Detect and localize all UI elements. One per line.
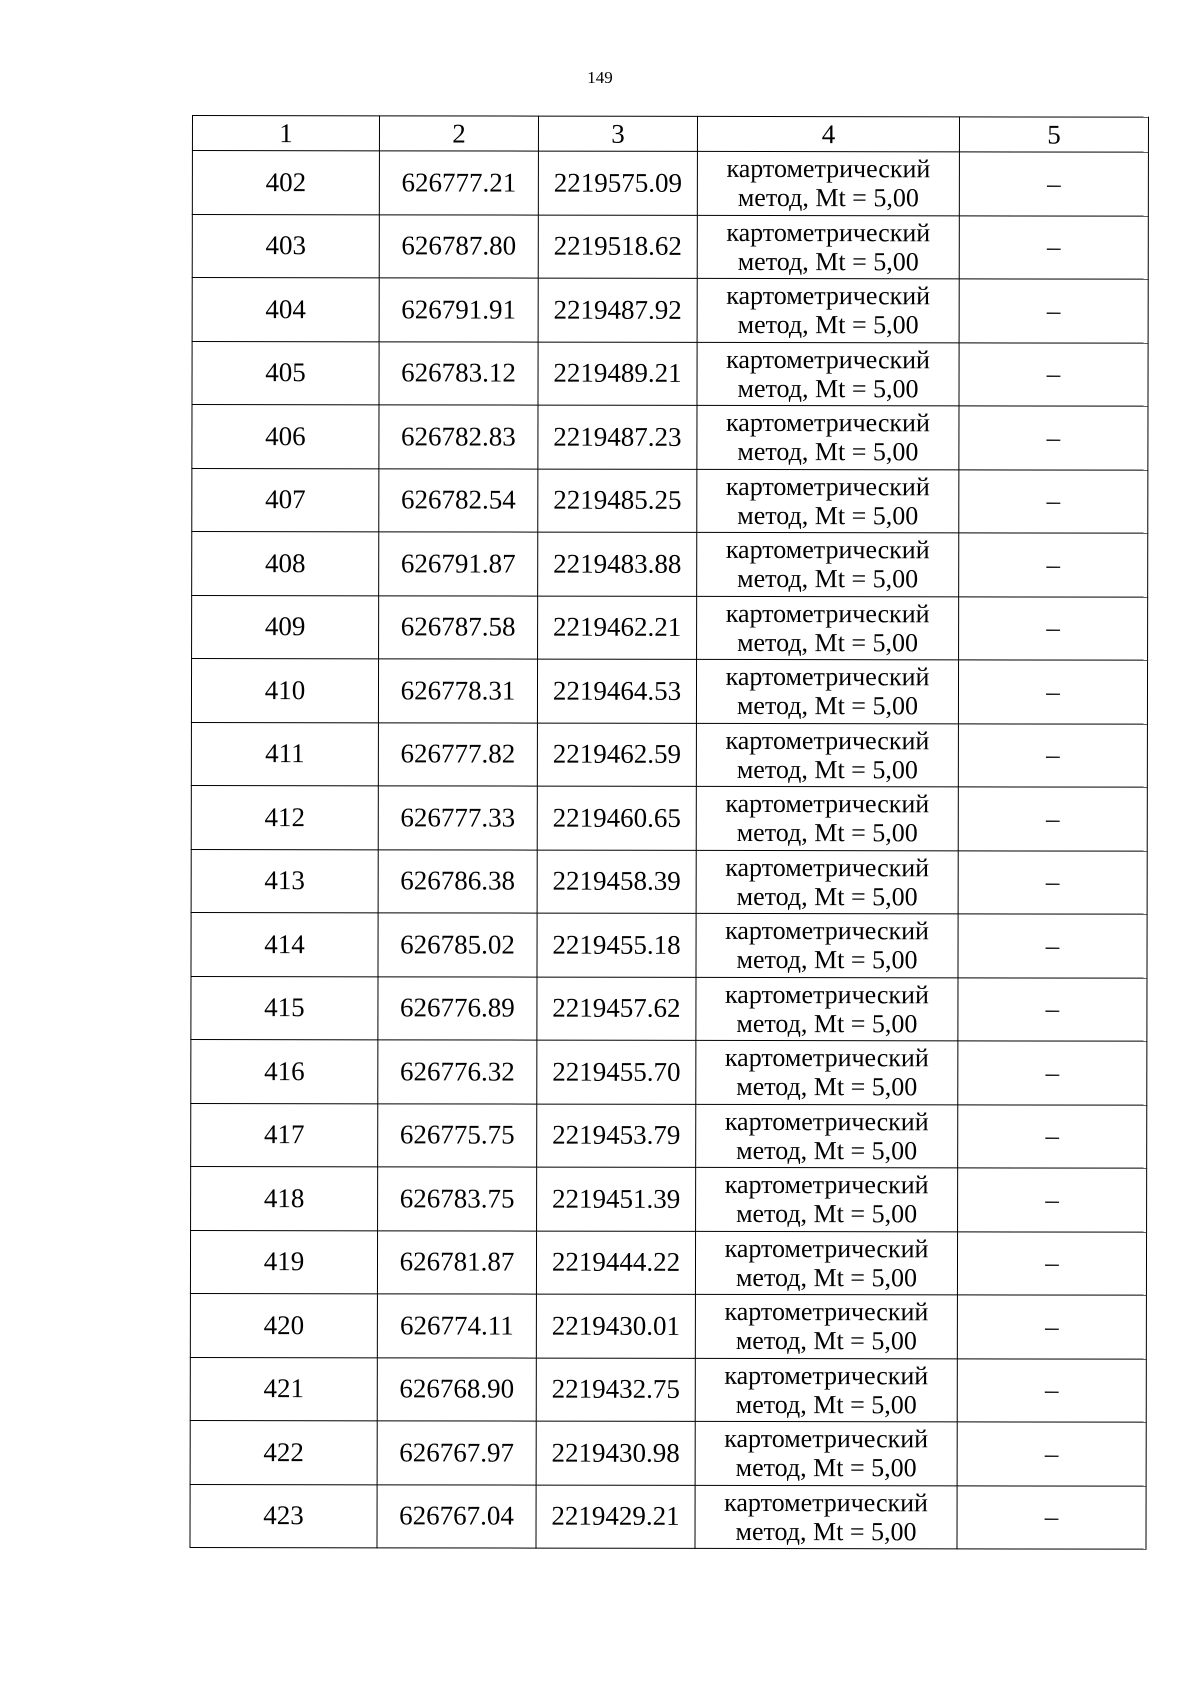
point-number-cell: 417 xyxy=(191,1103,378,1167)
x-coordinate-cell: 626776.89 xyxy=(378,976,537,1040)
table-row xyxy=(192,151,1148,216)
y-coordinate-cell: 2219487.23 xyxy=(538,405,697,469)
method-line-2: метод, Mt = 5,00 xyxy=(736,818,918,848)
method-cell xyxy=(697,405,959,469)
note-cell: – xyxy=(958,850,1147,914)
point-number-cell: 422 xyxy=(190,1420,377,1484)
method-line-2: метод, Mt = 5,00 xyxy=(736,1008,918,1039)
method-cell xyxy=(696,977,958,1041)
method-line-2: метод, Mt = 5,00 xyxy=(736,1072,918,1102)
method-line-2: метод, Mt = 5,00 xyxy=(736,881,918,912)
method-line-2: метод, Mt = 5,00 xyxy=(735,1326,917,1356)
note-cell: – xyxy=(959,469,1148,533)
method-line-2: метод, Mt = 5,00 xyxy=(736,1135,918,1166)
y-coordinate-cell: 2219429.21 xyxy=(536,1485,695,1549)
point-number-cell: 408 xyxy=(192,532,379,596)
y-coordinate-cell: 2219460.65 xyxy=(537,786,696,850)
method-line-1: картометрический xyxy=(726,344,931,375)
method-line-1: картометрический xyxy=(725,852,930,883)
method-line-2: метод, Mt = 5,00 xyxy=(735,1453,917,1483)
table-row xyxy=(192,341,1148,406)
x-coordinate-cell: 626767.97 xyxy=(377,1421,536,1485)
x-coordinate-cell: 626775.75 xyxy=(378,1103,537,1167)
method-line-2: метод, Mt = 5,00 xyxy=(737,437,919,467)
note-cell: – xyxy=(959,279,1148,343)
note-cell: – xyxy=(957,1485,1146,1549)
x-coordinate-cell: 626787.80 xyxy=(379,214,538,278)
y-coordinate-cell: 2219464.53 xyxy=(537,659,696,723)
y-coordinate-cell: 2219455.18 xyxy=(537,913,696,977)
column-header-3: 3 xyxy=(538,116,697,151)
method-line-1: картометрический xyxy=(725,916,930,946)
method-cell xyxy=(697,469,959,533)
table-header-row xyxy=(192,116,1148,153)
x-coordinate-cell: 626791.87 xyxy=(379,532,538,596)
table-row xyxy=(191,722,1147,787)
method-line-2: метод, Mt = 5,00 xyxy=(737,183,919,213)
method-cell xyxy=(696,1167,958,1231)
method-line-1: картометрический xyxy=(726,217,931,248)
note-cell: – xyxy=(957,1295,1146,1359)
x-coordinate-cell: 626781.87 xyxy=(377,1230,536,1294)
method-cell xyxy=(695,1294,957,1358)
y-coordinate-cell: 2219462.59 xyxy=(537,723,696,787)
method-line-1: картометрический xyxy=(724,1487,929,1518)
x-coordinate-cell: 626768.90 xyxy=(377,1357,536,1421)
note-cell: – xyxy=(959,533,1148,597)
table-row xyxy=(192,214,1148,279)
point-number-cell: 420 xyxy=(190,1293,377,1357)
y-coordinate-cell: 2219430.01 xyxy=(536,1294,695,1358)
method-line-2: метод, Mt = 5,00 xyxy=(735,1262,917,1293)
method-line-1: картометрический xyxy=(724,1233,929,1264)
note-cell: – xyxy=(958,1041,1147,1105)
column-header-4: 4 xyxy=(697,116,959,151)
method-cell xyxy=(697,151,959,215)
x-coordinate-cell: 626767.04 xyxy=(377,1484,536,1548)
table-row xyxy=(190,1357,1146,1422)
method-cell xyxy=(696,659,958,723)
method-line-1: картометрический xyxy=(725,598,930,629)
x-coordinate-cell: 626776.32 xyxy=(378,1040,537,1104)
point-number-cell: 406 xyxy=(192,405,379,469)
y-coordinate-cell: 2219444.22 xyxy=(536,1231,695,1295)
method-line-1: картометрический xyxy=(724,1106,929,1137)
method-line-2: метод, Mt = 5,00 xyxy=(736,754,918,785)
method-line-1: картометрический xyxy=(724,1297,929,1327)
note-cell: – xyxy=(959,406,1148,470)
point-number-cell: 409 xyxy=(192,595,379,659)
table-row xyxy=(191,785,1147,850)
method-cell xyxy=(697,596,959,660)
method-line-1: картометрический xyxy=(725,662,930,692)
table-row xyxy=(190,1230,1146,1295)
method-cell xyxy=(696,1040,958,1104)
x-coordinate-cell: 626783.12 xyxy=(379,341,538,405)
method-cell xyxy=(697,342,959,406)
column-header-2: 2 xyxy=(379,116,538,151)
method-line-2: метод, Mt = 5,00 xyxy=(736,691,918,721)
method-line-1: картометрический xyxy=(726,154,931,184)
point-number-cell: 402 xyxy=(192,151,379,215)
method-line-2: метод, Mt = 5,00 xyxy=(737,500,919,531)
x-coordinate-cell: 626783.75 xyxy=(378,1167,537,1231)
table-row xyxy=(192,532,1148,597)
method-cell xyxy=(696,850,958,914)
x-coordinate-cell: 626787.58 xyxy=(379,595,538,659)
point-number-cell: 404 xyxy=(192,278,379,342)
x-coordinate-cell: 626791.91 xyxy=(379,278,538,342)
y-coordinate-cell: 2219489.21 xyxy=(538,342,697,406)
note-cell: – xyxy=(958,977,1147,1041)
y-coordinate-cell: 2219453.79 xyxy=(537,1104,696,1168)
y-coordinate-cell: 2219458.39 xyxy=(537,850,696,914)
method-cell xyxy=(696,1104,958,1168)
method-line-1: картометрический xyxy=(726,408,930,438)
x-coordinate-cell: 626785.02 xyxy=(378,913,537,977)
x-coordinate-cell: 626778.31 xyxy=(378,659,537,723)
method-line-2: метод, Mt = 5,00 xyxy=(737,564,919,594)
method-line-1: картометрический xyxy=(724,1170,929,1200)
y-coordinate-cell: 2219432.75 xyxy=(536,1358,695,1422)
x-coordinate-cell: 626782.83 xyxy=(379,405,538,469)
x-coordinate-cell: 626786.38 xyxy=(378,849,537,913)
method-cell xyxy=(697,278,959,342)
point-number-cell: 411 xyxy=(191,722,378,786)
note-cell: – xyxy=(958,723,1147,787)
y-coordinate-cell: 2219483.88 xyxy=(538,532,697,596)
y-coordinate-cell: 2219455.70 xyxy=(537,1040,696,1104)
y-coordinate-cell: 2219451.39 xyxy=(537,1167,696,1231)
y-coordinate-cell: 2219485.25 xyxy=(538,469,697,533)
method-line-1: картометрический xyxy=(724,1424,929,1454)
point-number-cell: 418 xyxy=(191,1166,378,1230)
y-coordinate-cell: 2219462.21 xyxy=(538,596,697,660)
method-line-1: картометрический xyxy=(725,725,930,756)
table-row xyxy=(191,1103,1147,1168)
method-line-2: метод, Mt = 5,00 xyxy=(737,246,919,277)
point-number-cell: 414 xyxy=(191,912,378,976)
point-number-cell: 416 xyxy=(191,1039,378,1103)
method-line-1: картометрический xyxy=(726,281,931,311)
method-line-1: картометрический xyxy=(725,535,930,565)
table-row xyxy=(190,1293,1146,1358)
method-line-2: метод, Mt = 5,00 xyxy=(736,1199,918,1229)
coordinates-table xyxy=(189,115,1148,1550)
method-cell xyxy=(695,1231,957,1295)
table-row xyxy=(191,849,1147,914)
column-header-5: 5 xyxy=(959,117,1148,152)
table-row xyxy=(191,912,1147,977)
method-cell xyxy=(696,786,958,850)
method-line-2: метод, Mt = 5,00 xyxy=(735,1389,917,1420)
y-coordinate-cell: 2219457.62 xyxy=(537,977,696,1041)
point-number-cell: 410 xyxy=(191,659,378,723)
point-number-cell: 412 xyxy=(191,785,378,849)
point-number-cell: 415 xyxy=(191,976,378,1040)
point-number-cell: 421 xyxy=(190,1357,377,1421)
note-cell: – xyxy=(957,1358,1146,1422)
method-cell xyxy=(697,215,959,279)
page-number: 149 xyxy=(587,68,613,87)
method-line-2: метод, Mt = 5,00 xyxy=(737,627,919,658)
method-cell xyxy=(695,1358,957,1422)
note-cell: – xyxy=(959,215,1148,279)
table-row xyxy=(191,659,1147,724)
x-coordinate-cell: 626782.54 xyxy=(379,468,538,532)
note-cell: – xyxy=(959,152,1148,216)
method-line-2: метод, Mt = 5,00 xyxy=(735,1516,917,1547)
x-coordinate-cell: 626777.33 xyxy=(378,786,537,850)
x-coordinate-cell: 626774.11 xyxy=(377,1294,536,1358)
method-cell xyxy=(697,532,959,596)
table-row xyxy=(192,278,1148,343)
note-cell: – xyxy=(959,596,1148,660)
note-cell: – xyxy=(958,1104,1147,1168)
y-coordinate-cell: 2219575.09 xyxy=(538,151,697,215)
method-line-1: картометрический xyxy=(725,979,929,1010)
note-cell: – xyxy=(958,1168,1147,1232)
table-row xyxy=(192,468,1148,533)
table-row xyxy=(192,405,1148,470)
note-cell: – xyxy=(957,1231,1146,1295)
method-line-1: картометрический xyxy=(724,1360,929,1391)
method-line-2: метод, Mt = 5,00 xyxy=(737,310,919,340)
method-line-2: метод, Mt = 5,00 xyxy=(736,945,918,975)
x-coordinate-cell: 626777.21 xyxy=(379,151,538,215)
method-line-1: картометрический xyxy=(725,471,930,502)
method-line-2: метод, Mt = 5,00 xyxy=(737,373,919,404)
x-coordinate-cell: 626777.82 xyxy=(378,722,537,786)
table-row xyxy=(191,1039,1147,1104)
method-cell xyxy=(696,913,958,977)
note-cell: – xyxy=(959,342,1148,406)
point-number-cell: 405 xyxy=(192,341,379,405)
method-cell xyxy=(696,723,958,787)
y-coordinate-cell: 2219487.92 xyxy=(538,278,697,342)
point-number-cell: 413 xyxy=(191,849,378,913)
point-number-cell: 403 xyxy=(192,214,379,278)
note-cell: – xyxy=(958,914,1147,978)
table-row xyxy=(190,1420,1146,1485)
table-row xyxy=(191,976,1147,1041)
point-number-cell: 407 xyxy=(192,468,379,532)
column-header-1: 1 xyxy=(192,116,379,151)
method-line-1: картометрический xyxy=(725,789,930,819)
method-cell xyxy=(695,1485,957,1549)
point-number-cell: 423 xyxy=(190,1484,377,1548)
table-row xyxy=(191,1166,1147,1231)
note-cell: – xyxy=(958,787,1147,851)
method-cell xyxy=(695,1421,957,1485)
note-cell: – xyxy=(957,1422,1146,1486)
method-line-1: картометрический xyxy=(724,1043,929,1073)
table-body xyxy=(190,151,1148,1550)
table-row xyxy=(192,595,1148,660)
point-number-cell: 419 xyxy=(190,1230,377,1294)
note-cell: – xyxy=(958,660,1147,724)
y-coordinate-cell: 2219518.62 xyxy=(538,215,697,279)
y-coordinate-cell: 2219430.98 xyxy=(536,1421,695,1485)
table-row xyxy=(190,1484,1146,1549)
